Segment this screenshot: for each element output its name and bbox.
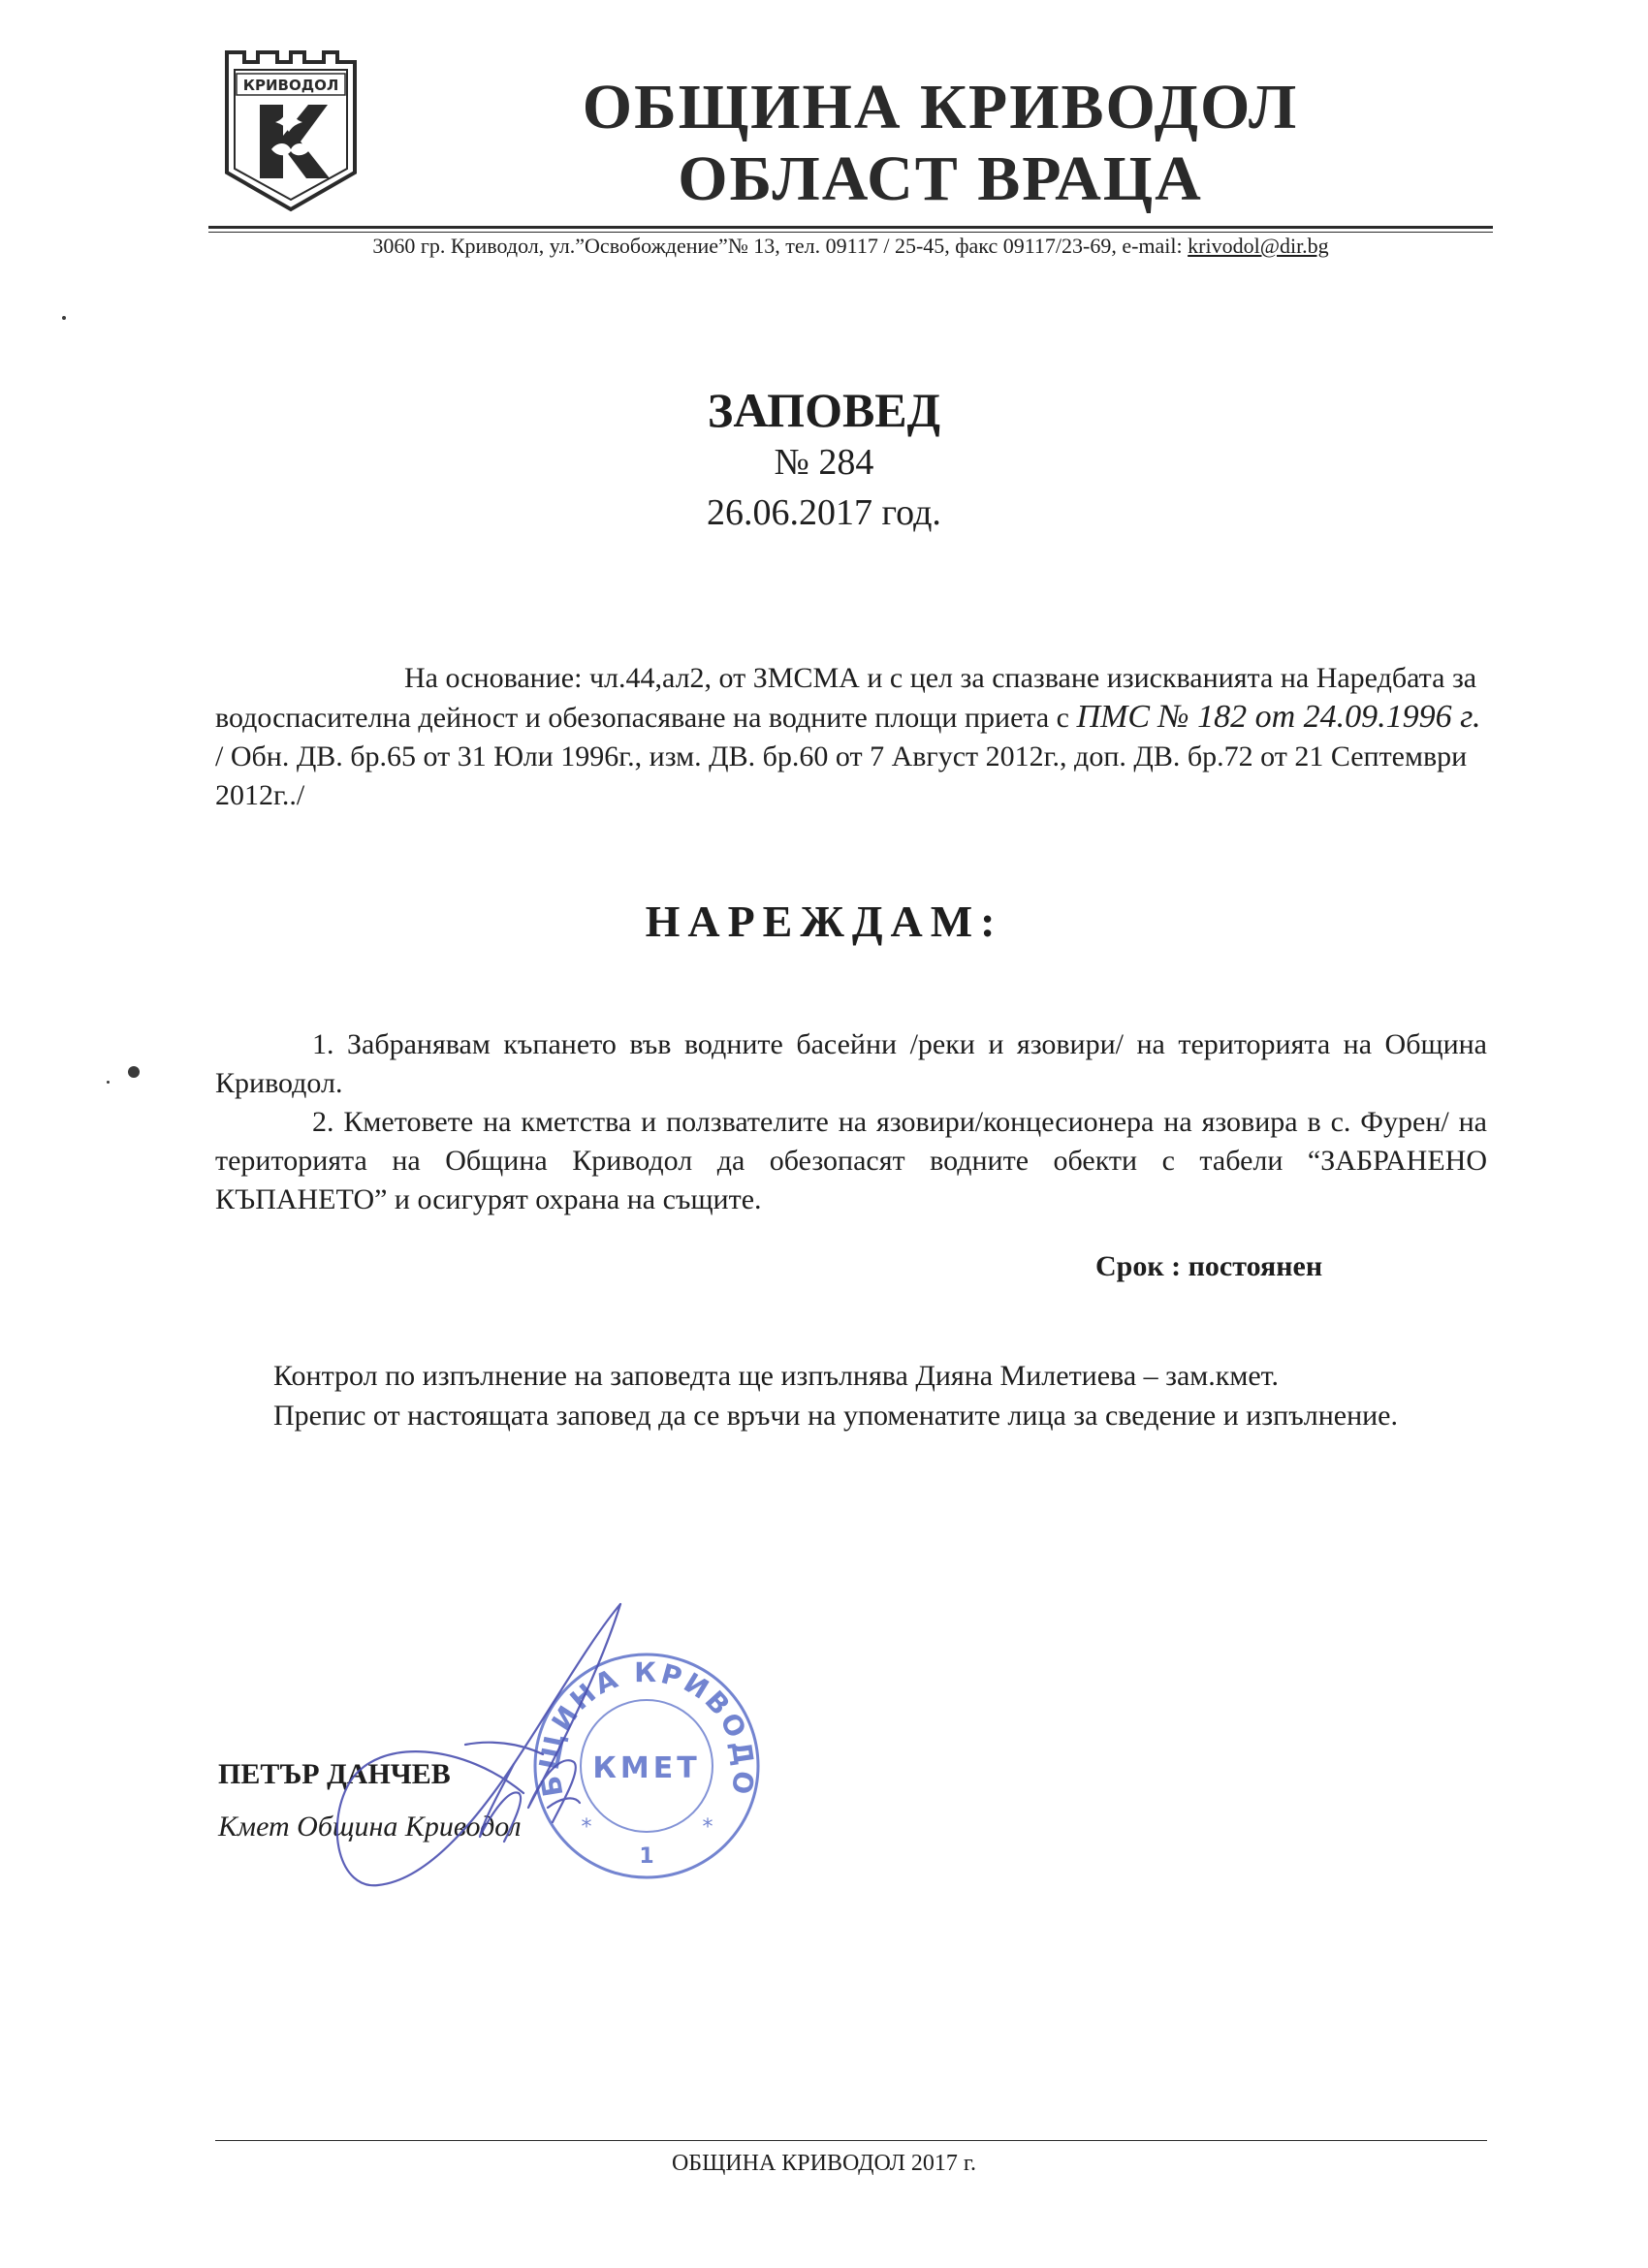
basis-text-part1: На основание: чл.44,ал2, от ЗМСМА и с цел за спазване изискванията на Наредбата за водоспасителна дейност и обезопасяване на водните площи приета с bbox=[215, 662, 1477, 734]
letterhead-title-municipality: ОБЩИНА КРИВОДОЛ bbox=[582, 72, 1299, 142]
signer-name: ПЕТЪР ДАНЧЕВ bbox=[218, 1758, 451, 1790]
svg-text:*: * bbox=[581, 1815, 592, 1840]
scan-speck bbox=[107, 1081, 110, 1084]
footer-divider bbox=[215, 2140, 1487, 2141]
email-link[interactable]: krivodol@dir.bg bbox=[1188, 234, 1329, 258]
crest-icon bbox=[223, 48, 359, 213]
scan-speck bbox=[128, 1066, 140, 1078]
basis-text-part2: / Обн. ДВ. бр.65 от 31 Юли 1996г., изм. ДВ. бр.60 от 7 Август 2012г., доп. ДВ. бр.72 от 21 Септември 2012г../ bbox=[215, 740, 1468, 811]
basis-paragraph bbox=[215, 659, 1487, 815]
letterhead-address bbox=[208, 233, 1493, 260]
svg-text:*: * bbox=[702, 1815, 713, 1840]
order-verb-heading: НАРЕЖДАМ: bbox=[645, 897, 1003, 946]
order-number: № 284 bbox=[774, 442, 874, 483]
basis-decree-reference: ПМС № 182 от 24.09.1996 г. bbox=[1076, 699, 1481, 735]
municipality-crest-logo bbox=[223, 48, 359, 213]
footer-text: ОБЩИНА КРИВОДОЛ 2017 г. bbox=[671, 2151, 977, 2176]
signature-icon bbox=[320, 1599, 640, 1900]
control-paragraph: Контрол по изпълнение на заповедта ще изпълнява Дияна Милетиева – зам.кмет. bbox=[273, 1360, 1280, 1392]
letterhead-title-region: ОБЛАСТ ВРАЦА bbox=[678, 143, 1203, 214]
copy-paragraph: Препис от настоящата заповед да се връчи на упоменатите лица за сведение и изпълнение. bbox=[273, 1400, 1398, 1432]
stamp-ring-text: БЩИНА КРИВОДО bbox=[532, 1656, 761, 1800]
order-item-1: 1. Забранявам къпането във водните басейни /реки и язовири/ на територията на Община Криводол. bbox=[215, 1028, 1487, 1099]
order-title: ЗАПОВЕД bbox=[707, 383, 941, 437]
stamp-number: 1 bbox=[639, 1844, 654, 1869]
stamp-center-text: КМЕТ bbox=[592, 1751, 701, 1785]
order-date: 26.06.2017 год. bbox=[707, 492, 941, 533]
handwritten-signature bbox=[320, 1599, 640, 1900]
address-text: 3060 гр. Криводол, ул.”Освобождение”№ 13, тел. 09117 / 25-45, факс 09117/23-69, e-mail: bbox=[372, 234, 1188, 258]
deadline-label: Срок : постоянен bbox=[1095, 1250, 1323, 1282]
order-item-2: 2. Кметовете на кметства и ползвателите на язовири/концесионера на язовира в с. Фурен/ на територията на Община Криводол да обезопасят водните обекти с табели “ЗАБРАНЕНО КЪПАНЕТО” и осигурят охрана на същите. bbox=[215, 1106, 1487, 1215]
letterhead-divider-thick bbox=[208, 226, 1493, 229]
scan-speck bbox=[62, 316, 66, 320]
signer-role: Кмет Община Криводол bbox=[218, 1811, 522, 1843]
crest-label: КРИВОДОЛ bbox=[242, 77, 339, 94]
